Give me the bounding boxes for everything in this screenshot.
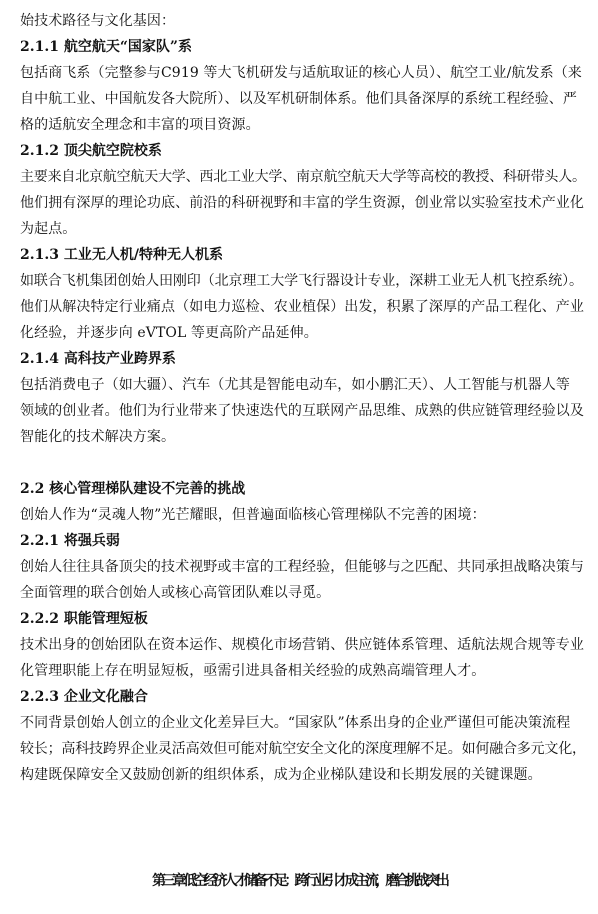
- paragraph-2-1-1: [20, 60, 586, 138]
- paragraph-line: 化管理职能上存在明显短板，亟需引进具备相关经验的成熟高端管理人才。: [20, 663, 486, 679]
- paragraph-line: 创始人往往具备顶尖的技术视野或丰富的工程经验，但能够与之匹配、共同承担战略决策与: [20, 559, 584, 575]
- document-body: [20, 8, 586, 788]
- spacer: [20, 450, 586, 476]
- intro-line: 始技术路径与文化基因：: [20, 13, 176, 29]
- paragraph-2-2-2: [20, 632, 586, 684]
- section-heading-2-2-2: 2.2.2 职能管理短板: [20, 611, 148, 627]
- section-heading-2-2: 2.2 核心管理梯队建设不完善的挑战: [20, 481, 246, 497]
- paragraph-2-2: [20, 502, 586, 528]
- paragraph-2-2-3: [20, 710, 586, 788]
- paragraph-line: 化经验，并逐步向 eVTOL 等更高阶产品延伸。: [20, 325, 318, 341]
- paragraph-line: 他们从解决特定行业痛点（如电力巡检、农业植保）出发，积累了深厚的产品工程化、产业: [20, 299, 584, 315]
- paragraph-line: 他们拥有深厚的理论功底、前沿的科研视野和丰富的学生资源，创业常以实验室技术产业化: [20, 195, 584, 211]
- paragraph-line: 领域的创业者。他们为行业带来了快速迭代的互联网产品思维、成熟的供应链管理经验以及: [20, 403, 584, 419]
- paragraph-line: 技术出身的创始团队在资本运作、规模化市场营销、供应链体系管理、适航法规合规等专业: [20, 637, 584, 653]
- paragraph-line: 全面管理的联合创始人或核心高管团队难以寻觅。: [20, 585, 331, 601]
- paragraph-2-2-1: [20, 554, 586, 606]
- paragraph-line: 包括商飞系（完整参与C919 等大飞机研发与适航取证的核心人员）、航空工业/航发系（来: [20, 65, 582, 81]
- section-heading-2-2-1: 2.2.1 将强兵弱: [20, 533, 120, 549]
- section-heading-2-1-2: 2.1.2 顶尖航空院校系: [20, 143, 162, 159]
- paragraph-2-1-2: [20, 164, 586, 242]
- section-heading-2-1-3: 2.1.3 工业无人机/特种无人机系: [20, 247, 223, 263]
- paragraph-line: 构建既保障安全又鼓励创新的组织体系，成为企业梯队建设和长期发展的关键课题。: [20, 767, 542, 783]
- paragraph-line: 格的适航安全理念和丰富的项目资源。: [20, 117, 260, 133]
- paragraph-line: 智能化的技术解决方案。: [20, 429, 176, 445]
- paragraph-line: 如联合飞机集团创始人田刚印（北京理工大学飞行器设计专业，深耕工业无人机飞控系统）。: [20, 273, 583, 289]
- paragraph-line: 创始人作为“灵魂人物”光芒耀眼，但普遍面临核心管理梯队不完善的困境：: [20, 507, 486, 523]
- section-heading-2-1-4: 2.1.4 高科技产业跨界系: [20, 351, 176, 367]
- section-heading-2-1-1: 2.1.1 航空航天“国家队”系: [20, 39, 192, 55]
- paragraph-2-1-3: [20, 268, 586, 346]
- paragraph-line: 包括消费电子（如大疆）、汽车（尤其是智能电动车，如小鹏汇天）、人工智能与机器人等: [20, 377, 570, 393]
- paragraph-line: 为起点。: [20, 221, 77, 237]
- paragraph-line: 主要来自北京航空航天大学、西北工业大学、南京航空航天大学等高校的教授、科研带头人。: [20, 169, 586, 185]
- paragraph-line: 自中航工业、中国航发各大院所）、以及军机研制体系。他们具备深厚的系统工程经验、严: [20, 91, 577, 107]
- chapter-title: 第三章 低空经济人才储备不足：跨行业引才成主流，磨合挑战突出: [152, 873, 446, 889]
- paragraph-line: 较长；高科技跨界企业灵活高效但可能对航空安全文化的深度理解不足。如何融合多元文化，: [20, 741, 586, 757]
- paragraph-2-1-4: [20, 372, 586, 450]
- paragraph-line: 不同背景创始人创立的企业文化差异巨大。“国家队”体系出身的企业严谨但可能决策流程: [20, 715, 571, 731]
- section-heading-2-2-3: 2.2.3 企业文化融合: [20, 689, 148, 705]
